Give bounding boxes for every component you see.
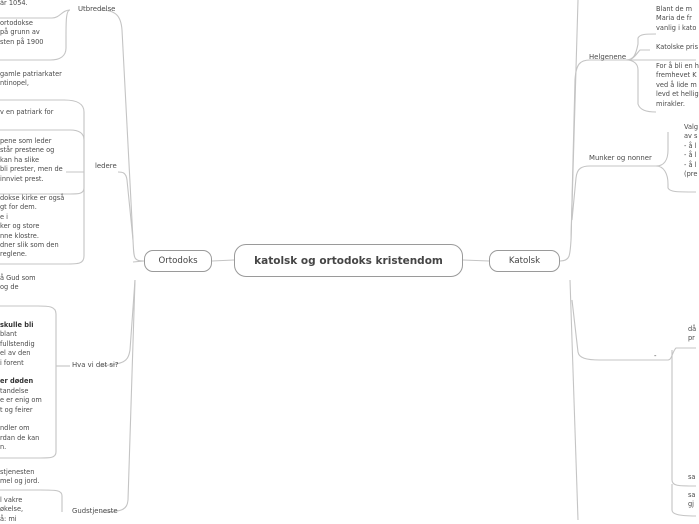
note-hva-1 <box>0 274 36 293</box>
note-line: innviet prest. <box>0 174 44 183</box>
note-line: el av den <box>0 349 31 358</box>
note-line: For å bli en h <box>656 62 699 70</box>
note-utbredelse-1 <box>0 0 28 8</box>
note-line: bli prester, men de <box>0 165 63 174</box>
note-helgenene-2 <box>656 43 698 52</box>
note-line: i forent <box>0 358 24 367</box>
branch-ortodoks-label: Ortodoks <box>158 256 198 266</box>
note-line: fremhevet K <box>656 71 697 80</box>
note-line: gj <box>688 500 695 509</box>
branch-katolsk-label: Katolsk <box>508 256 541 266</box>
note-line <box>0 415 42 424</box>
note-line: - å l <box>684 160 697 169</box>
note-bottom-2 <box>688 473 695 482</box>
note-line: l vakre <box>0 496 23 504</box>
note-line: tandelse <box>0 386 29 395</box>
note-line: Katolske pris <box>656 43 699 51</box>
note-line: ved å lide m <box>656 80 697 89</box>
note-line: står prestene og <box>0 146 55 155</box>
note-line: sa <box>688 491 696 499</box>
note-line: fullstendig <box>0 339 35 348</box>
note-line: ntinopel, <box>0 79 29 88</box>
note-helgenene-1 <box>656 5 696 33</box>
note-line: - å l <box>684 151 697 160</box>
root-node[interactable] <box>234 244 463 277</box>
note-line: (pre <box>684 170 698 179</box>
note-line: Valg <box>684 123 699 131</box>
note-line: n. <box>0 443 7 452</box>
note-line: vanlig i kato <box>656 23 697 32</box>
note-line: då <box>688 325 697 333</box>
note-line: å Gud som <box>0 274 36 282</box>
topic-munker-og-nonner[interactable]: Munker og nonner <box>589 154 652 162</box>
note-line: skulle bli <box>0 321 34 329</box>
topic-unnamed[interactable]: - <box>654 352 657 360</box>
branch-katolsk[interactable] <box>489 250 560 272</box>
note-line: ortodokse <box>0 19 33 27</box>
note-line: nne klostre. <box>0 231 39 240</box>
note-bottom-1 <box>688 325 696 344</box>
note-line: gamle patriarkater <box>0 70 62 78</box>
note-line: pene som leder <box>0 137 52 145</box>
note-line: sten på 1900 <box>0 37 44 46</box>
note-line: Maria de fr <box>656 14 692 23</box>
note-line: gt for dem. <box>0 203 37 212</box>
note-gudstjeneste-2 <box>0 496 23 524</box>
note-line: ker og store <box>0 222 40 231</box>
note-line: mirakler. <box>656 99 685 108</box>
note-line: - å l <box>684 141 697 150</box>
note-line: og de <box>0 283 19 292</box>
note-line: kan ha slike <box>0 155 40 164</box>
note-utbredelse-2 <box>0 19 43 47</box>
note-gudstjeneste-1 <box>0 468 39 487</box>
note-line: t og feirer <box>0 405 33 414</box>
note-line: mel og jord. <box>0 477 40 486</box>
note-line: stjenesten <box>0 468 35 476</box>
note-line: pr <box>688 334 695 343</box>
note-line: Blant de m <box>656 5 693 13</box>
note-line: på grunn av <box>0 28 40 37</box>
note-line: å: mi <box>0 514 17 523</box>
note-munker-1 <box>684 123 698 179</box>
note-line: ndler om <box>0 424 30 433</box>
branch-ortodoks[interactable] <box>144 250 212 272</box>
note-line: rdan de kan <box>0 433 40 442</box>
note-line: økelse, <box>0 505 24 514</box>
note-line: dokse kirke er også <box>0 194 65 202</box>
note-bottom-3 <box>688 491 695 510</box>
note-line: dner slik som den <box>0 241 59 250</box>
topic-gudstjeneste[interactable]: Gudstjeneste <box>72 507 118 515</box>
note-line: blant <box>0 330 17 339</box>
note-hva-2 <box>0 321 42 453</box>
note-line: reglene. <box>0 250 28 259</box>
note-ledere-3 <box>0 137 63 184</box>
note-line: av s <box>684 132 698 141</box>
note-line: v en patriark for <box>0 108 54 116</box>
root-label: katolsk og ortodoks kristendom <box>254 254 443 267</box>
topic-utbredelse[interactable]: Utbredelse <box>78 5 116 13</box>
note-line: år 1054. <box>0 0 28 7</box>
note-line: sa <box>688 473 696 481</box>
note-line: e er enig om <box>0 396 42 405</box>
note-line: levd et hellig <box>656 90 699 99</box>
note-ledere-1 <box>0 70 62 89</box>
note-helgenene-3 <box>656 62 699 109</box>
note-line: er døden <box>0 377 34 386</box>
note-line: e i <box>0 212 8 221</box>
topic-ledere[interactable]: ledere <box>95 162 117 170</box>
note-line <box>0 368 42 377</box>
note-ledere-4 <box>0 194 64 260</box>
topic-hva-vi-tror[interactable]: Hva vi det si? <box>72 361 119 369</box>
note-ledere-2 <box>0 108 53 117</box>
topic-helgenene[interactable]: Helgenene <box>589 53 627 61</box>
